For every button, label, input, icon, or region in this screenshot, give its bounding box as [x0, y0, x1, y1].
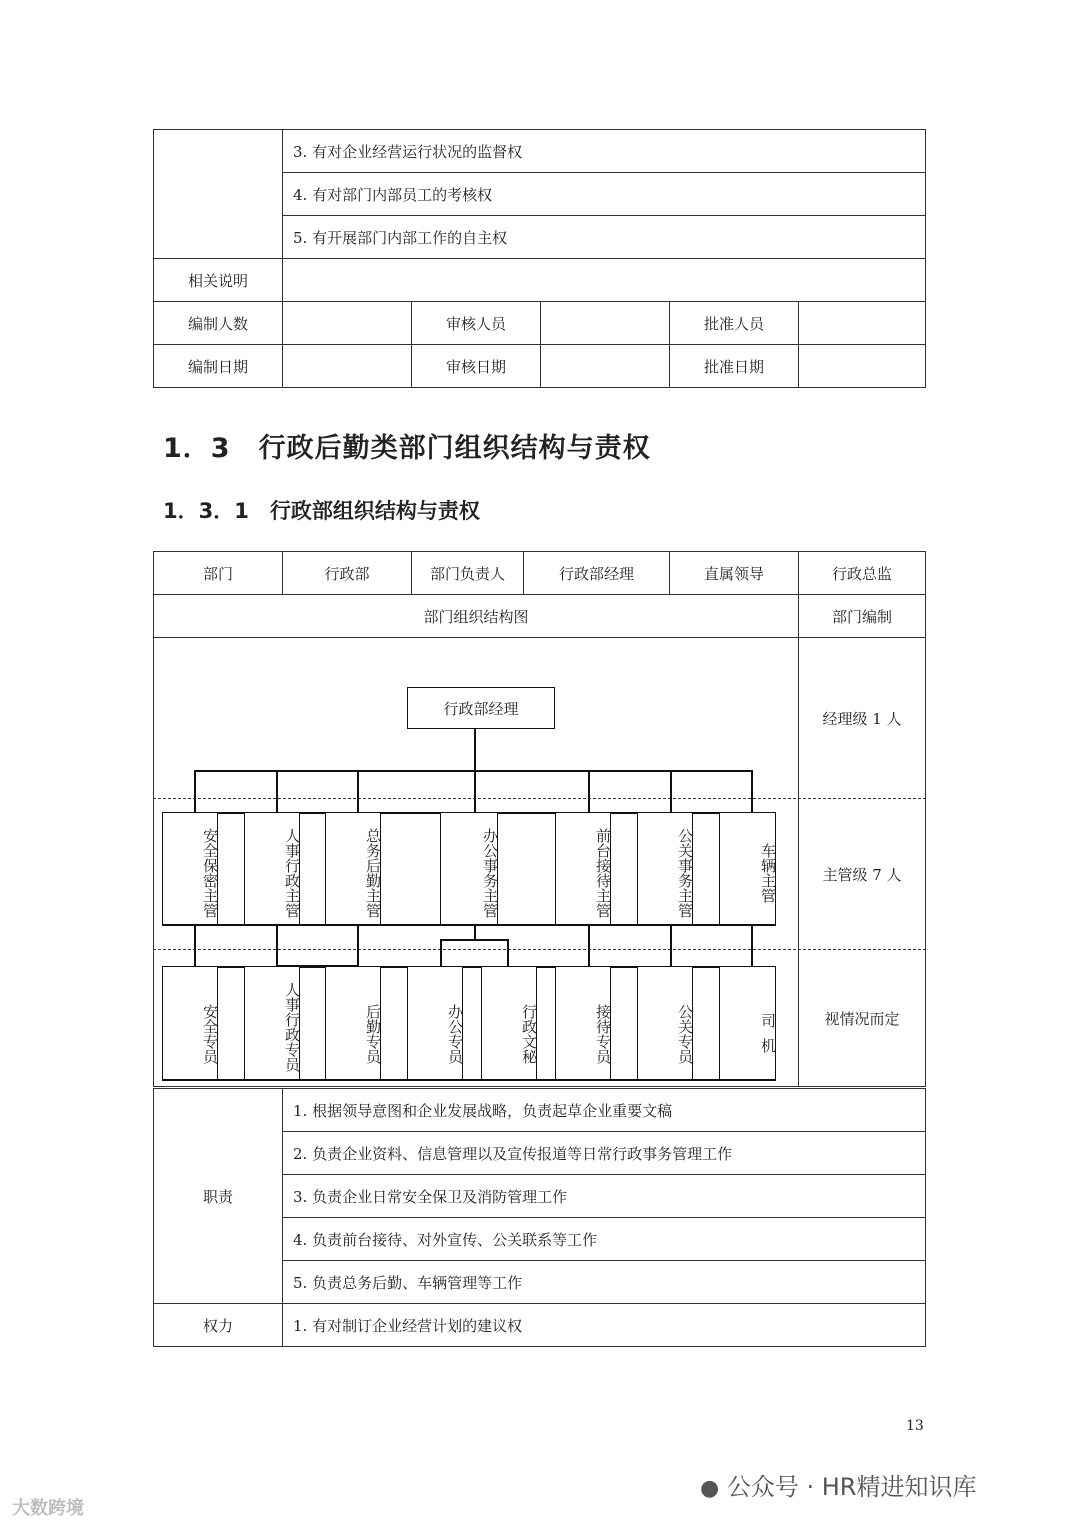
connector: [357, 925, 359, 967]
org-node-staff: 司机: [719, 966, 776, 1080]
superior-value: 行政总监: [799, 552, 926, 595]
approve-date-label: 批准日期: [670, 345, 799, 388]
duty-item: 2. 负责企业资料、信息管理以及宣传报道等日常行政事务管理工作: [283, 1132, 926, 1175]
level-divider: [153, 949, 926, 950]
power-label: 权力: [154, 1304, 283, 1347]
watermark: [700, 1467, 976, 1502]
org-node-supervisor: 人事行政主管: [244, 812, 300, 925]
dept-label: 部门: [154, 552, 283, 595]
duties-table: [153, 1088, 926, 1347]
power-item: 1. 有对制订企业经营计划的建议权: [283, 1304, 926, 1347]
org-node-supervisor: 车辆主管: [719, 812, 776, 925]
review-date-label: 审核日期: [412, 345, 541, 388]
level-divider: [153, 798, 926, 799]
duties-label: 职责: [154, 1089, 283, 1304]
duty-item: 5. 负责总务后勤、车辆管理等工作: [283, 1261, 926, 1304]
connector: [507, 939, 509, 967]
approver-label: 批准人员: [670, 302, 799, 345]
connector: [357, 770, 359, 813]
reviewer-label: 审核人员: [412, 302, 541, 345]
org-node-supervisor: 办公事务主管: [440, 812, 498, 925]
org-node-supervisor: 前台接待主管: [555, 812, 611, 925]
connector: [670, 770, 672, 813]
staffing-cell: [799, 638, 926, 1087]
connector: [751, 770, 753, 813]
connector: [194, 770, 752, 772]
org-node-root: 行政部经理: [407, 687, 555, 729]
duty-item: 1. 根据领导意图和企业发展战略，负责起草企业重要文稿: [283, 1089, 926, 1132]
approve-date-value: [799, 345, 926, 388]
connector: [276, 925, 278, 967]
head-value: 行政部经理: [524, 552, 670, 595]
review-date-value: [541, 345, 670, 388]
org-chart-label: 部门组织结构图: [154, 595, 799, 638]
connector: [440, 939, 508, 941]
connector: [474, 729, 476, 771]
connector: [588, 770, 590, 813]
right-item: 5. 有开展部门内部工作的自主权: [283, 216, 926, 259]
right-item: 4. 有对部门内部员工的考核权: [283, 173, 926, 216]
connector: [194, 925, 196, 967]
staff-count-value: [283, 302, 412, 345]
org-node-staff: 办公专员: [407, 966, 463, 1080]
duty-item: 4. 负责前台接待、对外宣传、公关联系等工作: [283, 1218, 926, 1261]
org-node-staff: 安全专员: [162, 966, 218, 1080]
connector: [670, 925, 672, 967]
supervisor-level: 主管级 7 人: [822, 865, 902, 884]
subsection-heading: 1．3．1 行政部组织结构与责权: [163, 499, 480, 523]
connector: [751, 925, 753, 967]
manager-level: 经理级 1 人: [822, 709, 902, 728]
org-node-staff: 人事行政专员: [244, 966, 300, 1080]
connector: [440, 939, 442, 967]
note-label: 相关说明: [154, 259, 283, 302]
org-node-supervisor: 公关事务主管: [637, 812, 693, 925]
org-node-staff: 接待专员: [555, 966, 611, 1080]
page-number: 13: [906, 1418, 924, 1434]
right-item: 3. 有对企业经营运行状况的监督权: [283, 130, 926, 173]
duty-item: 3. 负责企业日常安全保卫及消防管理工作: [283, 1175, 926, 1218]
connector: [474, 925, 476, 939]
dept-value: 行政部: [283, 552, 412, 595]
empty-label-cell: [154, 130, 283, 259]
responsibility-table-continued: [153, 129, 926, 388]
connector: [194, 770, 196, 813]
org-node-staff: 公关专员: [637, 966, 693, 1080]
org-node-supervisor: 安全保密主管: [162, 812, 218, 925]
staff-count-label: 编制人数: [154, 302, 283, 345]
prepare-date-label: 编制日期: [154, 345, 283, 388]
org-node-supervisor: 总务后勤主管: [325, 812, 381, 925]
reviewer-value: [541, 302, 670, 345]
wechat-icon: ●: [700, 1476, 720, 1501]
prepare-date-value: [283, 345, 412, 388]
corner-watermark: 大数跨境: [12, 1498, 84, 1519]
superior-label: 直属领导: [670, 552, 799, 595]
section-heading: 1．3 行政后勤类部门组织结构与责权: [163, 433, 651, 464]
staff-level: 视情况而定: [824, 1009, 900, 1028]
connector: [276, 770, 278, 813]
note-value: [283, 259, 926, 302]
org-node-staff: 后勤专员: [325, 966, 381, 1080]
org-node-staff: 行政文秘: [481, 966, 537, 1080]
connector: [588, 925, 590, 967]
watermark-text: 公众号 · HR精进知识库: [726, 1473, 977, 1501]
connector: [474, 770, 476, 813]
approver-value: [799, 302, 926, 345]
staffing-label: 部门编制: [799, 595, 926, 638]
head-label: 部门负责人: [412, 552, 524, 595]
